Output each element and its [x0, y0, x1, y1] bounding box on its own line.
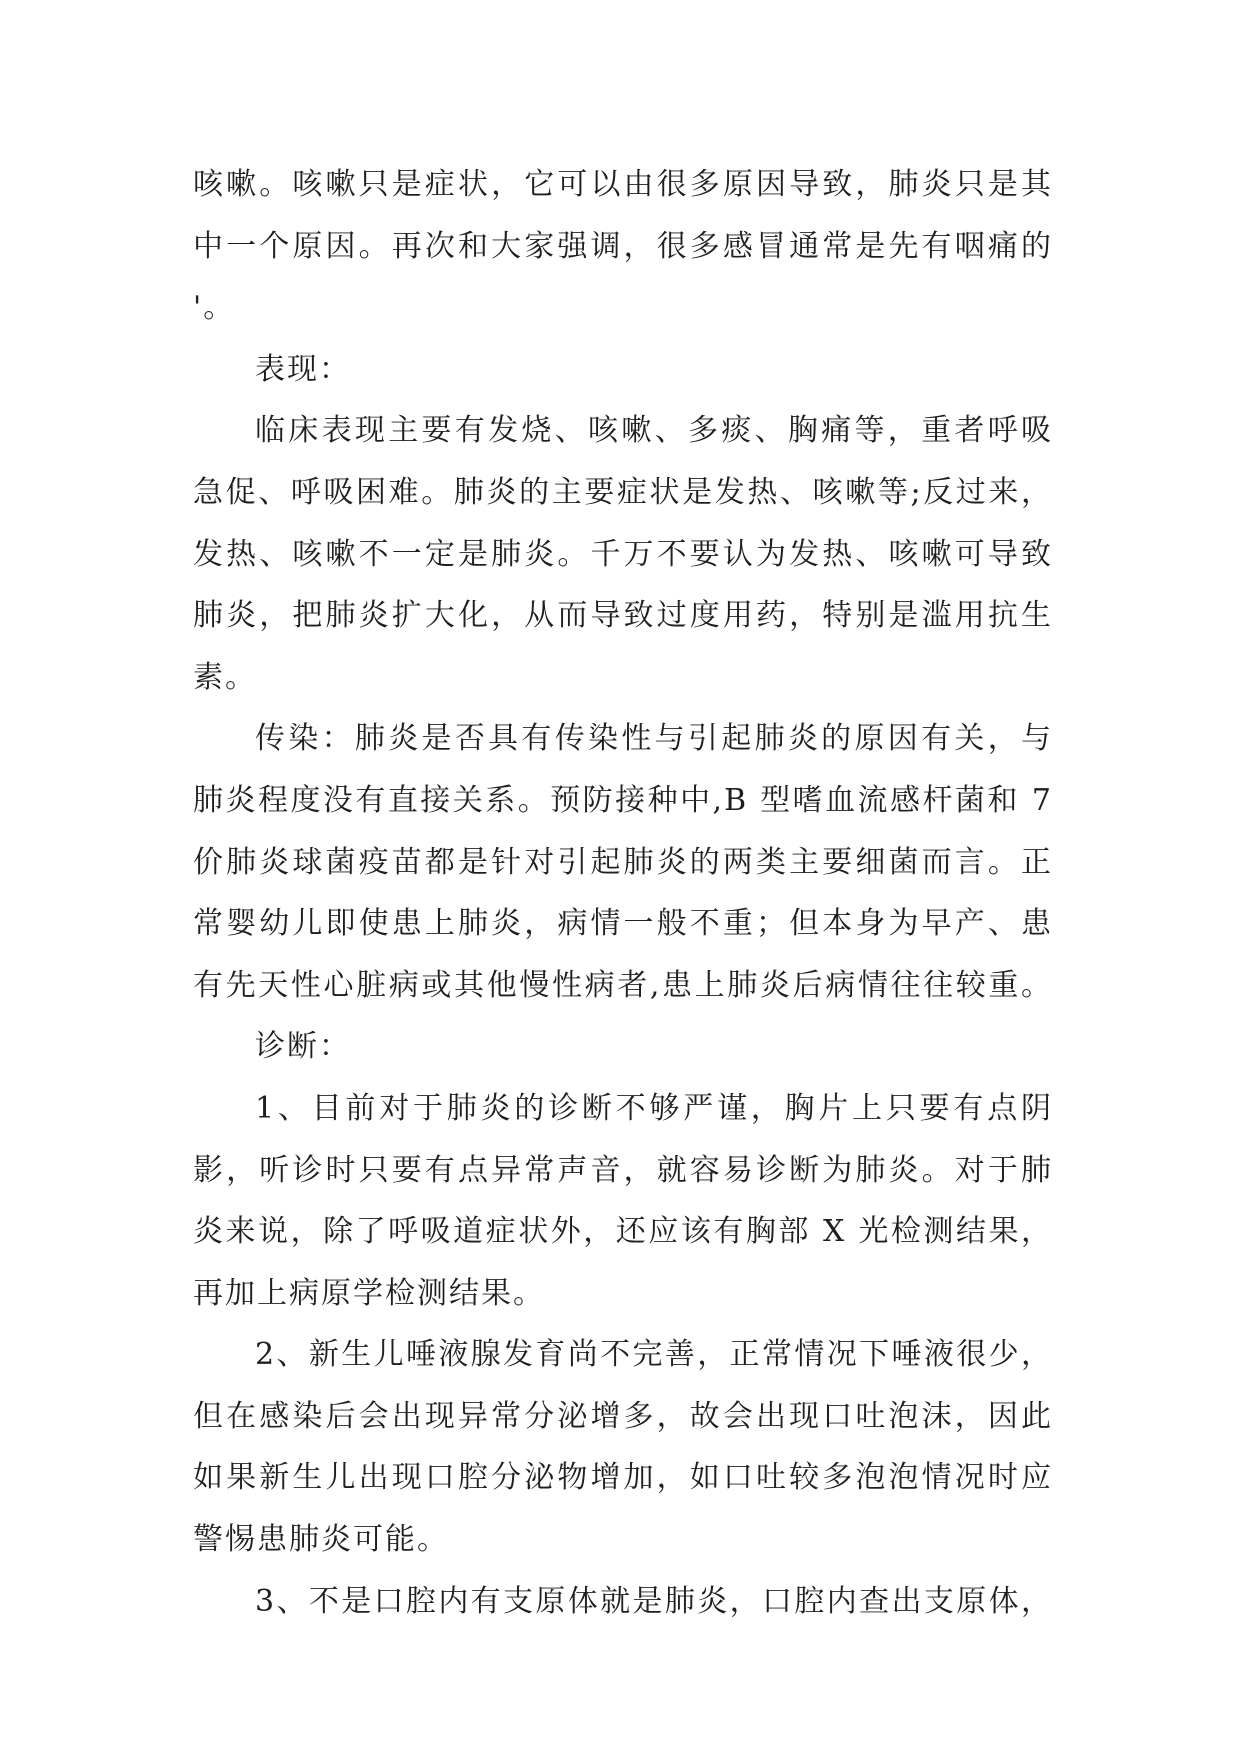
text-line: 传染：肺炎是否具有传染性与引起肺炎的原因有关，与	[255, 721, 1053, 757]
text-line: 临床表现主要有发烧、咳嗽、多痰、胸痛等，重者呼吸	[255, 413, 1053, 449]
text-line: 有先天性心脏病或其他慢性病者,患上肺炎后病情往往较重。	[193, 967, 1053, 1003]
section-heading-diagnosis: 诊断：	[255, 1029, 351, 1065]
text-line: 素。	[193, 659, 257, 695]
text-line: '。	[193, 290, 236, 326]
text-line: 3、不是口腔内有支原体就是肺炎，口腔内查出支原体，	[255, 1583, 1053, 1619]
text-line: 常婴幼儿即使患上肺炎，病情一般不重；但本身为早产、患	[193, 906, 1053, 942]
text-line: 炎来说，除了呼吸道症状外，还应该有胸部 X 光检测结果，	[193, 1214, 1053, 1250]
text-line: 影，听诊时只要有点异常声音，就容易诊断为肺炎。对于肺	[193, 1152, 1053, 1188]
text-line: 如果新生儿出现口腔分泌物增加，如口吐较多泡泡情况时应	[193, 1460, 1053, 1496]
text-line: 但在感染后会出现异常分泌增多，故会出现口吐泡沫，因此	[193, 1398, 1053, 1434]
text-line: 2、新生儿唾液腺发育尚不完善，正常情况下唾液很少，	[255, 1337, 1053, 1373]
text-line: 肺炎程度没有直接关系。预防接种中,B 型嗜血流感杆菌和 7	[193, 782, 1053, 818]
text-line: 咳嗽。咳嗽只是症状，它可以由很多原因导致，肺炎只是其	[193, 167, 1053, 202]
text-line: 急促、呼吸困难。肺炎的主要症状是发热、咳嗽等;反过来，	[193, 474, 1053, 510]
text-line: 发热、咳嗽不一定是肺炎。千万不要认为发热、咳嗽可导致	[193, 536, 1053, 572]
text-line: 肺炎，把肺炎扩大化，从而导致过度用药，特别是滥用抗生	[193, 598, 1053, 634]
text-line: 再加上病原学检测结果。	[193, 1275, 545, 1311]
body-text	[193, 154, 1053, 1632]
text-line: 1、目前对于肺炎的诊断不够严谨，胸片上只要有点阴	[255, 1090, 1053, 1126]
text-line: 中一个原因。再次和大家强调，很多感冒通常是先有咽痛的	[193, 228, 1053, 264]
text-line: 警惕患肺炎可能。	[193, 1522, 449, 1558]
section-heading-performance: 表现：	[255, 351, 351, 387]
text-line: 价肺炎球菌疫苗都是针对引起肺炎的两类主要细菌而言。正	[193, 844, 1053, 880]
